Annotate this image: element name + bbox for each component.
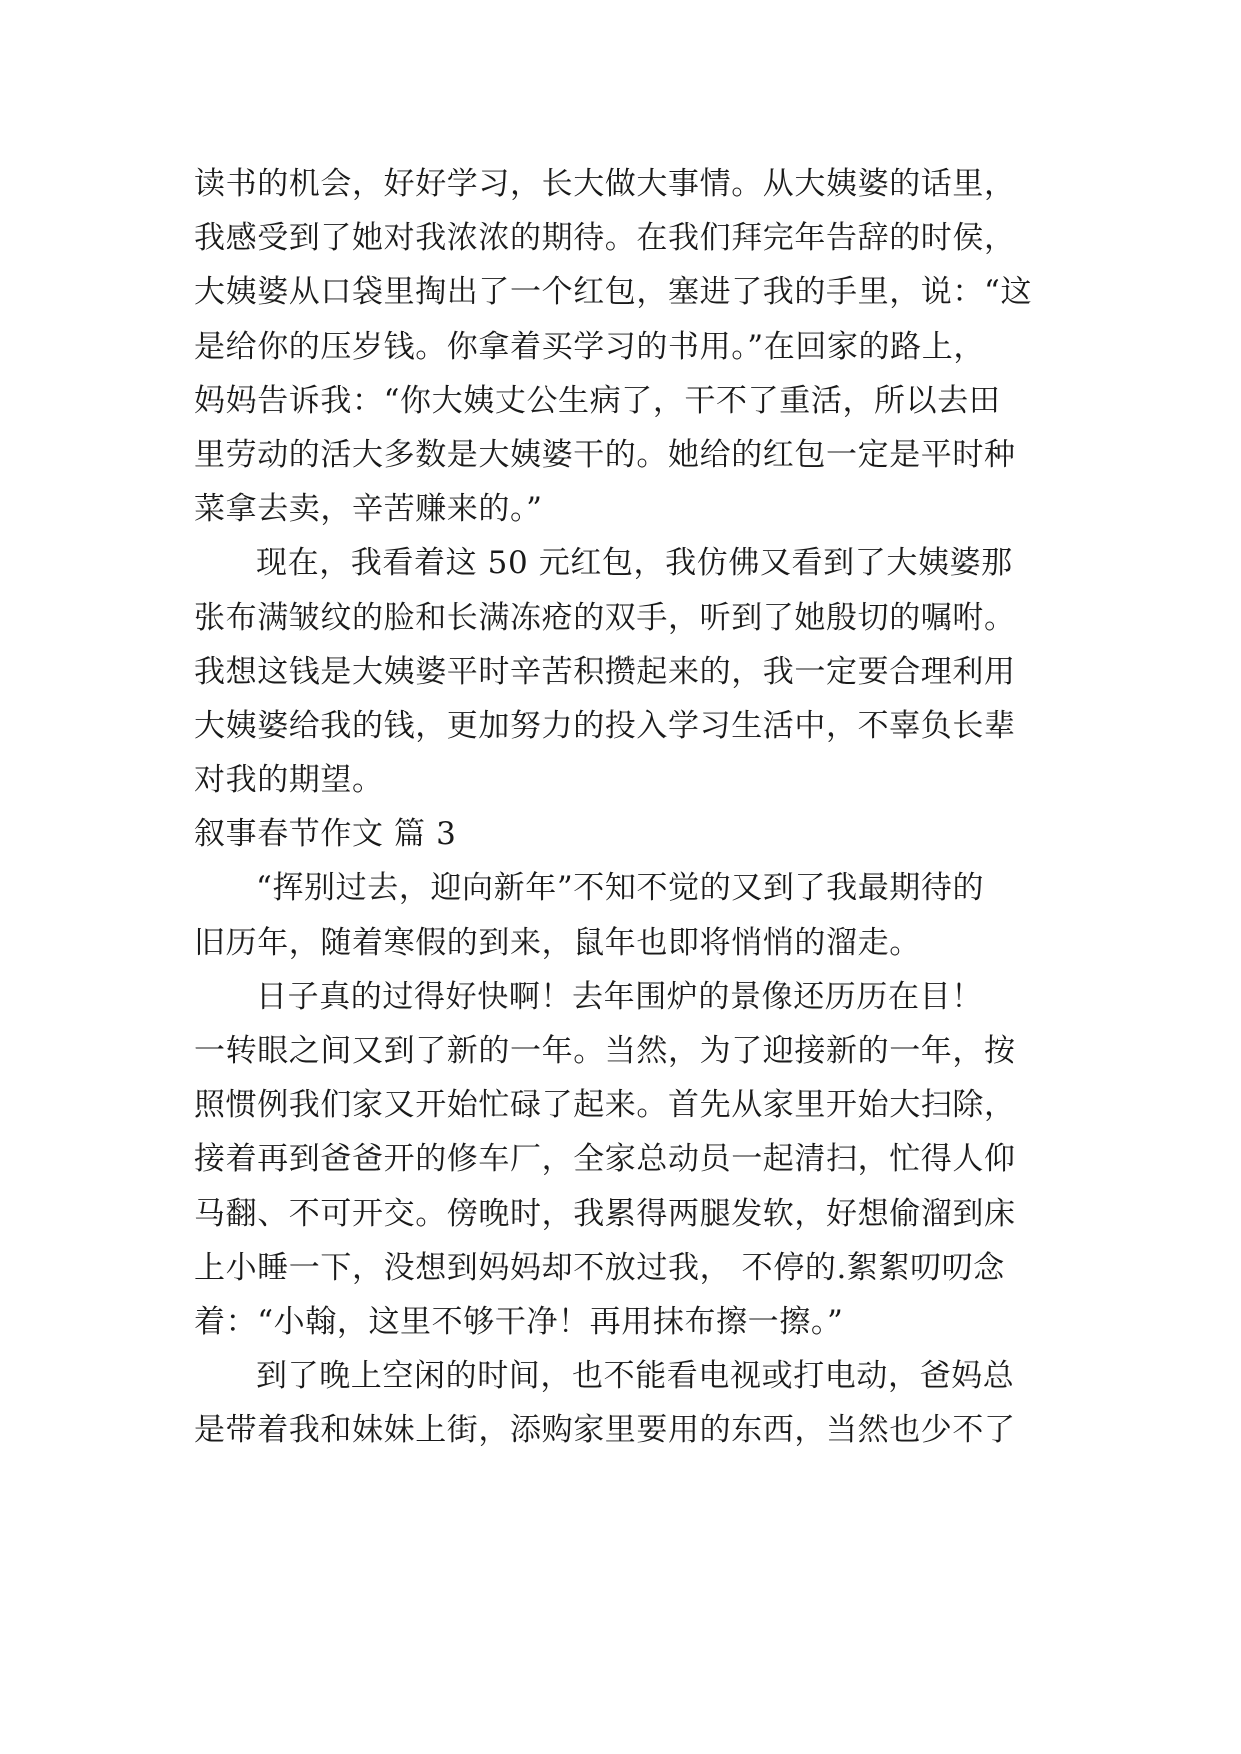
text-line: 旧历年，随着寒假的到来，鼠年也即将悄悄的溜走。 (194, 924, 921, 961)
text-line: 我感受到了她对我浓浓的期待。在我们拜完年告辞的时侯， (194, 220, 1016, 257)
text-line: 上小睡一下，没想到妈妈却不放过我， 不停的.絮絮叨叨念 (194, 1249, 1005, 1286)
text-line: 妈妈告诉我：“你大姨丈公生病了，干不了重活，所以去田 (194, 382, 1001, 419)
text-line: 是带着我和妹妹上街，添购家里要用的东西，当然也少不了 (194, 1412, 1016, 1449)
text-line: 着：“小翰，这里不够干净！再用抹布擦一擦。” (194, 1303, 844, 1340)
text-line: 照惯例我们家又开始忙碌了起来。首先从家里开始大扫除， (194, 1087, 1016, 1124)
paragraph-start-line: “挥别过去，迎向新年”不知不觉的又到了我最期待的 (256, 870, 985, 907)
text-line: 大姨婆从口袋里掏出了一个红包，塞进了我的手里，说：“这 (194, 274, 1033, 311)
text-line: 张布满皱纹的脸和长满冻疮的双手，听到了她殷切的嘱咐。 (194, 599, 1016, 636)
paragraph-start-line: 现在，我看着这 50 元红包，我仿佛又看到了大姨婆那 (256, 545, 1013, 582)
text-line: 大姨婆给我的钱，更加努力的投入学习生活中，不辜负长辈 (194, 707, 1016, 744)
text-line: 接着再到爸爸开的修车厂，全家总动员一起清扫，忙得人仰 (194, 1141, 1016, 1178)
text-line: 对我的期望。 (194, 762, 384, 799)
text-line: 一转眼之间又到了新的一年。当然，为了迎接新的一年，按 (194, 1033, 1016, 1069)
text-line: 马翻、不可开交。傍晚时，我累得两腿发软，好想偷溜到床 (194, 1195, 1016, 1232)
article-text (194, 157, 1074, 1458)
text-line: 读书的机会，好好学习，长大做大事情。从大姨婆的话里， (194, 166, 1016, 202)
text-line: 我想这钱是大姨婆平时辛苦积攒起来的，我一定要合理利用 (194, 653, 1016, 690)
paragraph-start-line: 到了晚上空闲的时间，也不能看电视或打电动，爸妈总 (256, 1358, 1015, 1395)
text-line: 菜拿去卖，辛苦赚来的。” (194, 491, 543, 528)
section-heading: 叙事春节作文 篇 3 (194, 816, 457, 853)
text-line: 里劳动的活大多数是大姨婆干的。她给的红包一定是平时种 (194, 436, 1016, 473)
paragraph-start-line: 日子真的过得好快啊！去年围炉的景像还历历在目！ (256, 978, 983, 1015)
text-line: 是给你的压岁钱。你拿着买学习的书用。”在回家的路上， (194, 328, 985, 365)
